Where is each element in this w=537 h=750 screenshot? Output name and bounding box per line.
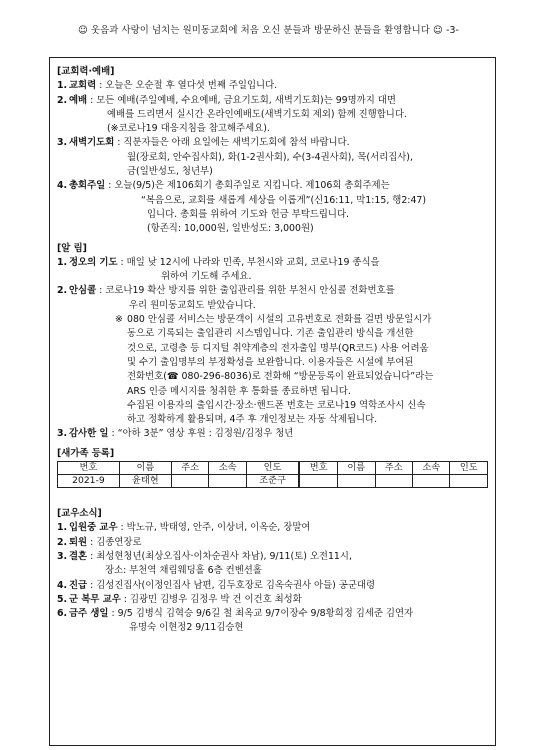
item-text: 9/5 김병식 김혁승 9/6길 철 최옥교 9/7이장수 9/8황희정 김세준 김연자	[117, 608, 414, 620]
item-key: 결혼	[69, 550, 88, 562]
table-header-cell: 이름	[338, 462, 375, 475]
calendar-item-2: 2. 예배 : 모든 예배(주일예배, 수요예배, 금요기도회, 새벽기도회)는 99명까지 대면 예배를 드리면서 실시간 온라인예배도(새벽기도회 제외) 함께 진행합니다. (※코로나19 대응지침을 참고해주세요).	[57, 94, 488, 137]
table-header-cell: 이름	[119, 462, 171, 475]
table-row	[58, 475, 488, 488]
item-number: 2.	[57, 285, 68, 297]
notice-item-1: 1. 정오의 기도 : 매일 낮 12시에 나라와 민족, 부천시와 교회, 코로나19 종식을 위하여 기도해 주세요.	[57, 256, 488, 285]
note-line: ARS 인증 메시지를 청취한 후 통화를 종료하면 됩니다.	[127, 385, 351, 397]
note-line: 하고 정확하게 활용되며, 4주 후 개인정보는 자동 삭제됩니다.	[127, 414, 378, 426]
table-cell	[375, 475, 412, 488]
calendar-item-3: 3. 새벽기도회 : 직분자들은 아래 요일에는 새벽기도회에 참석 바랍니다. 월(장로회, 안수집사회), 화(1-2권사회), 수(3-4권사회), 목(서리집사), 금(일반성도, 청년부)	[57, 136, 488, 179]
note-mark: ※	[115, 314, 123, 326]
item-text: 오늘은 오순절 후 열다섯 번째 주일입니다.	[105, 80, 278, 92]
item-text: 위하여 기도해 주세요.	[161, 271, 252, 283]
item-text: 유명숙 이현정2 9/11김승현	[129, 622, 244, 634]
notice-item-3: 3. 감사한 일 : “아하 3분” 영상 후원 : 김정원/김정우 청년	[57, 427, 488, 441]
item-key: 진급	[69, 579, 88, 591]
note-line: 수집된 이용자의 출입시간·장소·핸드폰 번호는 코로나19 역학조사시 신속	[127, 399, 426, 411]
table-cell: 2021-9	[58, 475, 120, 488]
member-item-5: 5. 군 복무 교우 : 김광민 김병우 김정우 박 건 이건호 최성화	[57, 593, 488, 607]
item-text: 금(일반성도, 청년부)	[127, 166, 213, 178]
item-text: 직분자들은 아래 요일에는 새벽기도회에 참석 바랍니다.	[123, 137, 350, 149]
item-number: 6.	[57, 608, 68, 620]
item-text: 박노규, 박태영, 안주, 이상녀, 이옥순, 장말여	[126, 522, 311, 534]
item-text: (※코로나19 대응지침을 참고해주세요).	[107, 123, 270, 135]
section-title-notices: [알 림]	[57, 242, 87, 254]
item-key: 퇴원	[69, 536, 88, 548]
item-text: 김성진집사(이정인집사 남편, 김두호장로 김옥숙권사 아들) 공군대령	[96, 579, 376, 591]
note-line: 전화번호(☎ 080-296-8036)로 전화해 “방문등록이 완료되었습니다”라는	[127, 371, 434, 383]
table-header-cell: 인도	[246, 462, 299, 475]
item-key: 입원중 교우	[69, 522, 118, 534]
notice-item-2: 2. 안심콜 : 코로나19 확산 방지를 위한 출입관리를 위한 부천시 안심콜 전화번호를 우리 원미동교회도 받았습니다.	[57, 284, 488, 313]
item-text: 월(장로회, 안수집사회), 화(1-2권사회), 수(3-4권사회), 목(서리집사),	[127, 151, 413, 163]
item-number: 1.	[57, 256, 68, 268]
item-number: 4.	[57, 579, 68, 591]
item-key: 정오의 기도	[69, 256, 118, 268]
item-key: 교회력	[69, 80, 97, 92]
section-title-members: [교우소식]	[57, 508, 102, 520]
table-header-cell: 소속	[209, 462, 246, 475]
item-text: 최성현청년(최상오집사·이차순권사 차남), 9/11(토) 오전11시,	[96, 550, 352, 562]
table-header-cell: 번호	[58, 462, 120, 475]
member-item-4: 4. 진급 : 김성진집사(이정인집사 남편, 김두호장로 김옥숙권사 아들) 공군대령	[57, 579, 488, 593]
safe-call-note	[57, 313, 488, 399]
table-header-cell: 소속	[412, 462, 449, 475]
item-text: “복음으로, 교회를 새롭게 세상을 이롭게”(신16:11, 막1:15, 행2:47)	[141, 194, 427, 206]
spacer	[57, 488, 488, 502]
item-key: 새벽기도회	[69, 137, 115, 149]
table-cell: 윤태현	[119, 475, 171, 488]
bulletin-frame	[49, 57, 496, 746]
item-number: 1.	[57, 522, 68, 534]
section-title-registration: [새가족 등록]	[57, 447, 115, 459]
item-key: 군 복무 교우	[69, 593, 121, 605]
item-text: 매일 낮 12시에 나라와 민족, 부천시와 교회, 코로나19 종식을	[126, 256, 380, 268]
member-item-6: 6. 금주 생일 : 9/5 김병식 김혁승 9/6길 철 최옥교 9/7이장수 9/8황희정 김세준 김연자 유명숙 이현정2 9/11김승현	[57, 607, 488, 636]
table-cell	[338, 475, 375, 488]
item-key: 감사한 일	[69, 428, 109, 440]
table-header-row	[58, 462, 488, 475]
item-key: 예배	[69, 94, 88, 106]
item-key: 금주 생일	[69, 608, 109, 620]
item-text: 코로나19 확산 방지를 위한 출입관리를 위한 부천시 안심콜 전화번호를	[105, 285, 395, 297]
section-title-calendar: [교회력·예배]	[57, 66, 115, 77]
item-key: 총회주일	[69, 180, 106, 192]
table-header-cell: 인도	[450, 462, 488, 475]
item-text: 입니다. 총회를 위하여 기도와 헌금 부탁드립니다.	[147, 208, 349, 220]
item-text: 예배를 드리면서 실시간 온라인예배도(새벽기도회 제외) 함께 진행합니다.	[107, 108, 407, 120]
item-text: 장소: 부천역 채림웨딩홀 6층 컨벤션홀	[105, 565, 262, 577]
table-header-cell: 번호	[299, 462, 337, 475]
calendar-item-4: 4. 총회주일 : 오늘(9/5)은 제106회기 총회주일로 지킵니다. 제106회 총회주제는 “복음으로, 교회를 새롭게 세상을 이롭게”(신16:11, 막1:15, 행2:47) 입니다. 총회를 위하여 기도와 헌금 부탁드립니다. (항존직: 10,000원, 일반성도: 3,000원)	[57, 179, 488, 236]
note-line: 것으로, 고령층 등 디지털 취약계층의 전자출입 명부(QR코드) 사용 어려움	[127, 342, 429, 354]
item-number: 3.	[57, 428, 68, 440]
calendar-item-1: 1. 교회력 : 오늘은 오순절 후 열다섯 번째 주일입니다.	[57, 79, 488, 93]
item-text: 김광민 김병우 김정우 박 건 이건호 최성화	[129, 593, 302, 605]
table-cell	[209, 475, 246, 488]
item-number: 1.	[57, 80, 68, 92]
table-cell	[412, 475, 449, 488]
item-number: 5.	[57, 593, 68, 605]
item-key: 안심콜	[69, 285, 97, 297]
item-number: 2.	[57, 536, 68, 548]
item-number: 4.	[57, 180, 68, 192]
item-number: 3.	[57, 550, 68, 562]
note-line: 동으로 기록되는 출입관리 시스템입니다. 기존 출입관리 방식을 개선한	[127, 328, 414, 340]
item-text: 오늘(9/5)은 제106회기 총회주일로 지킵니다. 제106회 총회주제는	[114, 180, 390, 192]
note-line: 080 안심콜 서비스는 방문객이 시설의 고유번호로 전화를 걸면 방문일시가	[127, 314, 432, 326]
item-text: “아하 3분” 영상 후원 : 김정원/김정우 청년	[117, 428, 294, 440]
note-line: 및 수기 출입명부의 부정확성을 보완합니다. 이용자들은 시설에 부여된	[127, 356, 414, 368]
table-header-cell: 주소	[375, 462, 412, 475]
member-item-1: 1. 입원중 교우 : 박노규, 박태영, 안주, 이상녀, 이옥순, 장말여	[57, 521, 488, 535]
item-text: 모든 예배(주일예배, 수요예배, 금요기도회, 새벽기도회)는 99명까지 대면	[96, 94, 396, 106]
registration-table	[57, 461, 488, 488]
page-header: ☺ 웃음과 사랑이 넘치는 원미동교회에 처음 오신 분들과 방문하신 분들을 환영합니다 ☺ -3-	[77, 25, 460, 36]
item-text: (항존직: 10,000원, 일반성도: 3,000원)	[147, 223, 314, 235]
item-text: 우리 원미동교회도 받았습니다.	[129, 299, 256, 311]
item-number: 2.	[57, 94, 68, 106]
table-cell	[299, 475, 337, 488]
table-cell: 조준구	[246, 475, 299, 488]
table-cell	[450, 475, 488, 488]
item-number: 3.	[57, 137, 68, 149]
member-item-3: 3. 결혼 : 최성현청년(최상오집사·이차순권사 차남), 9/11(토) 오전11시, 장소: 부천역 채림웨딩홀 6층 컨벤션홀	[57, 550, 488, 579]
table-cell	[171, 475, 208, 488]
item-text: 김종연장로	[96, 536, 142, 548]
safe-call-subnote	[57, 399, 488, 428]
member-item-2: 2. 퇴원 : 김종연장로	[57, 536, 488, 550]
table-header-cell: 주소	[171, 462, 208, 475]
